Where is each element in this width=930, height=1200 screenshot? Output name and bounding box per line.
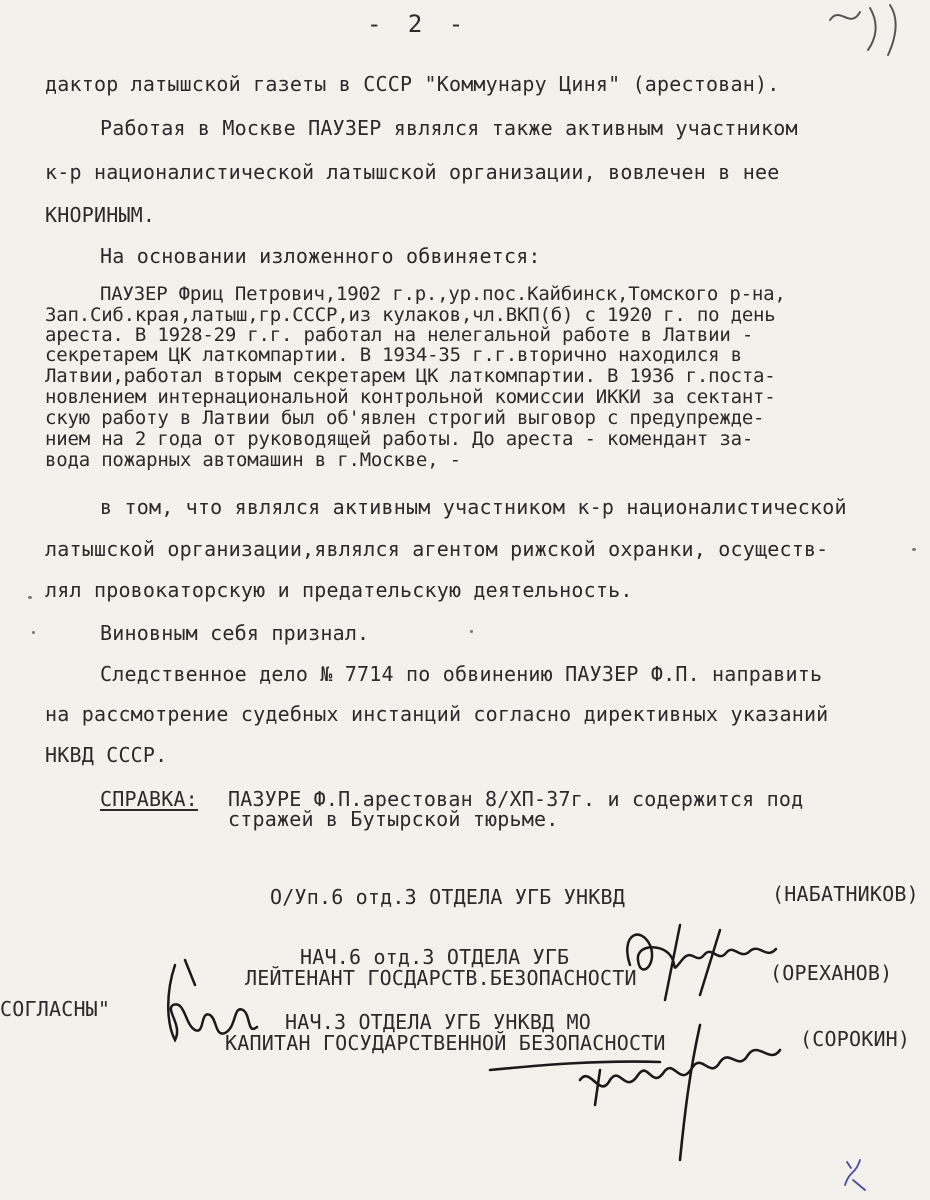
signer-2-title: НАЧ.6 отд.3 ОТДЕЛА УГБ [300, 945, 570, 969]
text-line: латышской организации,являлся агентом рижской охранки, осуществ- [45, 537, 829, 561]
paper-speck [32, 631, 35, 634]
signer-2-rank: ЛЕЙТЕНАНТ ГОСДАРСТВ.БЕЗОПАСНОСТИ [245, 966, 637, 990]
signer-1-title: О/Уп.6 отд.3 ОТДЕЛА УГБ УНКВД [270, 885, 625, 909]
text-line: скую работу в Латвии был об'явлен строгий выговор с предупрежде- [45, 407, 765, 429]
text-line: лял провокаторскую и предательскую деятельность. [45, 578, 633, 602]
spravka-line: ПАЗУРЕ Ф.П.арестован 8/ХП-37г. и содержится под [228, 787, 804, 811]
text-line: дактор латышской газеты в СССР "Коммунару Циня" (арестован). [45, 72, 780, 96]
text-line: вода пожарных автомашин в г.Москве, - [45, 449, 461, 471]
text-line: Латвии,работал вторым секретарем ЦК латкомпартии. В 1936 г.поста- [45, 365, 776, 387]
text-line: на рассмотрение судебных инстанций согласно директивных указаний [45, 702, 829, 726]
page-number: - 2 - [367, 10, 470, 38]
text-line: Виновным себя признал. [100, 621, 370, 645]
text-line: Зап.Сиб.края,латыш,гр.СССР,из кулаков,чл.ВКП(б) с 1920 г. по день [45, 304, 776, 326]
signer-3-name: (СОРОКИН) [800, 1027, 911, 1051]
paper-speck [912, 548, 916, 551]
signer-3-rank: КАПИТАН ГОСУДАРСТВЕННОЙ БЕЗОПАСНОСТИ [225, 1031, 666, 1055]
signer-2-name: (ОРЕХАНОВ) [770, 961, 893, 985]
text-line: нием на 2 года от руководящей работы. До ареста - комендант за- [45, 428, 754, 450]
spravka-line: стражей в Бутырской тюрьме. [228, 807, 559, 831]
agreed-label: СОГЛАСНЫ" [0, 997, 111, 1021]
text-line: секретарем ЦК латкомпартии. В 1934-35 г.г.вторично находился в [45, 344, 742, 366]
paper-speck [470, 630, 473, 633]
text-line: ареста. В 1928-29 г.г. работал на нелегальной работе в Латвии - [45, 324, 754, 346]
signer-3-title: НАЧ.3 ОТДЕЛА УГБ УНКВД МО [285, 1010, 592, 1034]
text-line: На основании изложенного обвиняется: [100, 244, 541, 268]
text-line: Следственное дело № 7714 по обвинению ПАУЗЕР Ф.П. направить [100, 662, 823, 686]
signer-1-name: (НАБАТНИКОВ) [772, 882, 919, 906]
text-line: НКВД СССР. [45, 743, 168, 767]
corner-mark-top-right [820, 0, 920, 60]
text-line: новлением интернациональной контрольной комиссии ИККИ за сектант- [45, 386, 776, 408]
corner-mark-bottom-right [835, 1150, 875, 1195]
spravka-label: СПРАВКА: [100, 787, 198, 811]
paper-speck [28, 596, 32, 599]
text-line: КНОРИНЫМ. [45, 203, 156, 227]
signature-orekhanov [600, 905, 800, 1005]
text-line: ПАУЗЕР Фриц Петрович,1902 г.р.,ур.пос.Кайбинск,Томского р-на, [100, 283, 786, 305]
text-line: Работая в Москве ПАУЗЕР являлся также активным участником [100, 116, 798, 140]
text-line: в том, что являлся активным участником к-р националистической [100, 495, 847, 519]
text-line: к-р националистической латышской организации, вовлечен в нее [45, 160, 780, 184]
